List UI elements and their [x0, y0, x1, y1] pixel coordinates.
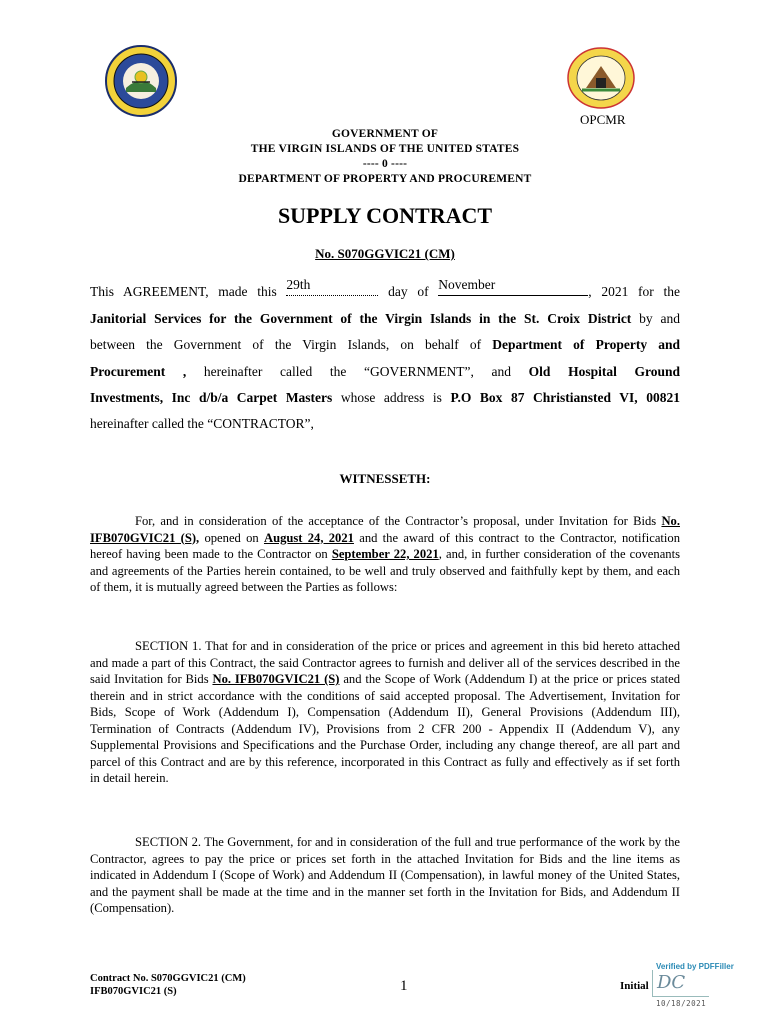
agreement-line-4: Procurement , hereinafter called the “GOVERNMENT”, and Old Hospital Ground: [90, 364, 681, 379]
agreement-line-2: Janitorial Services for the Government of the Virgin Islands in the St. Croix District by and: [90, 311, 680, 326]
header-line-1: GOVERNMENT OF: [331, 128, 439, 140]
initials-signature: DC: [652, 970, 709, 997]
witnesseth-heading: WITNESSETH:: [339, 471, 431, 486]
agreement-line-3: between the Government of the Virgin Islands, on behalf of Department of Property and: [90, 337, 680, 352]
month-field: November: [438, 277, 496, 292]
day-field: 29th: [286, 277, 311, 292]
header-line-3: ---- 0 ----: [362, 158, 408, 170]
section-2-paragraph: SECTION 2. The Government, for and in consideration of the full and true performance of the work by the Contractor, agrees to pay the price or prices set forth in the attached Invitation for Bids and the line items as indicated in Addendum I (Scope of Work) and Addendum II (Compensation), in lawful money of the United States, and the payment shall be made at the time and in the manner set forth in the Invitation for Bids, and Addendum II (Compensation).: [90, 835, 680, 915]
footer-contract-info: Contract No. S070GGVIC21 (CM) IFB070GVIC21 (S): [90, 973, 246, 997]
header-line-2: THE VIRGIN ISLANDS OF THE UNITED STATES: [250, 143, 520, 155]
header-line-4: DEPARTMENT OF PROPERTY AND PROCUREMENT: [238, 173, 532, 185]
verified-badge: Verified by PDFFiller: [656, 962, 734, 971]
department-property-procurement-seal-icon: [566, 46, 636, 110]
initial-label: Initial: [620, 980, 649, 992]
agreement-line-5: Investments, Inc d/b/a Carpet Masters whose address is P.O Box 87 Christiansted VI, 00821: [90, 390, 680, 405]
consideration-paragraph: For, and in consideration of the acceptance of the Contractor’s proposal, under Invitation for Bids No. IFB070GVIC21 (S), opened on August 24, 2021 and the award of this contract to the Contractor, notification hereof having been made to the Contractor on September 22, 2021, and, in further consideration of the covenants and agreements of the Parties herein contained, to be well and truly observed and faithfully kept by them, and each of them, it is mutually agreed between the Parties as follows:: [90, 514, 680, 594]
agreement-line-1: This AGREEMENT, made this 29th day of November , 2021 for the: [90, 279, 680, 305]
virgin-islands-government-seal-icon: [104, 44, 178, 118]
seal-caption: OPCMR: [580, 112, 626, 127]
agreement-line-6: hereinafter called the “CONTRACTOR”,: [90, 416, 314, 431]
page-number: 1: [400, 978, 408, 994]
contract-number: No. S070GGVIC21 (CM): [315, 246, 455, 261]
section-1-paragraph: SECTION 1. That for and in consideration of the price or prices and agreement in this bid hereto attached and made a part of this Contract, the said Contractor agrees to furnish and deliver all of the services described in the said Invitation for Bids No. IFB070GVIC21 (S) and the Scope of Work (Addendum I) at the price or prices stated therein and in strict accordance with the conditions of said accepted proposal. The Advertisement, Invitation for Bids, Scope of Work (Addendum I), Compensation (Addendum II), General Provisions (Addendum III), Termination of Contracts (Addendum IV), Provisions from 2 CFR 200 - Appendix II (Addendum V), any Supplemental Provisions and Specifications and the Purchase Order, including any change thereof, are all part and parcel of this Contract and are by this reference, incorporated in this Contract as fully and effectively as if set forth in detail herein.: [90, 639, 680, 785]
signature-date: 10/18/2021: [656, 999, 707, 1008]
document-title: SUPPLY CONTRACT: [277, 203, 493, 228]
